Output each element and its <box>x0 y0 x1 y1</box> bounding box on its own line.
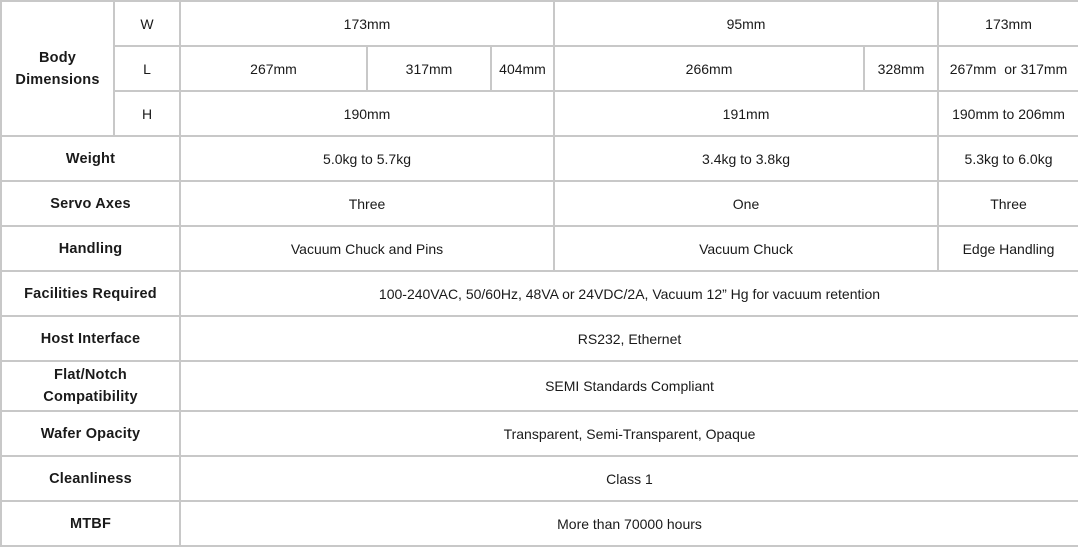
row-servo-axes <box>1 181 1078 226</box>
host-interface-value: RS232, Ethernet <box>180 316 1078 361</box>
width-label: W <box>114 1 180 46</box>
width-value-a: 173mm <box>180 1 554 46</box>
height-value-a: 190mm <box>180 91 554 136</box>
handling-value-b: Vacuum Chuck <box>554 226 938 271</box>
servo-axes-value-a: Three <box>180 181 554 226</box>
length-value-a3: 404mm <box>491 46 554 91</box>
weight-value-b: 3.4kg to 3.8kg <box>554 136 938 181</box>
mtbf-value: More than 70000 hours <box>180 501 1078 546</box>
row-width <box>1 1 1078 46</box>
height-value-c: 190mm to 206mm <box>938 91 1078 136</box>
handling-label: Handling <box>1 226 180 271</box>
length-value-b1: 266mm <box>554 46 864 91</box>
weight-value-c: 5.3kg to 6.0kg <box>938 136 1078 181</box>
facilities-label: Facilities Required <box>1 271 180 316</box>
handling-value-c: Edge Handling <box>938 226 1078 271</box>
mtbf-label: MTBF <box>1 501 180 546</box>
flat-notch-value: SEMI Standards Compliant <box>180 361 1078 411</box>
length-label: L <box>114 46 180 91</box>
row-mtbf <box>1 501 1078 546</box>
height-value-b: 191mm <box>554 91 938 136</box>
cleanliness-label: Cleanliness <box>1 456 180 501</box>
row-length <box>1 46 1078 91</box>
length-value-b2: 328mm <box>864 46 938 91</box>
wafer-opacity-label: Wafer Opacity <box>1 411 180 456</box>
width-value-b: 95mm <box>554 1 938 46</box>
weight-value-a: 5.0kg to 5.7kg <box>180 136 554 181</box>
facilities-value: 100-240VAC, 50/60Hz, 48VA or 24VDC/2A, Vacuum 12” Hg for vacuum retention <box>180 271 1078 316</box>
row-facilities <box>1 271 1078 316</box>
cleanliness-value: Class 1 <box>180 456 1078 501</box>
row-flat-notch <box>1 361 1078 411</box>
flat-notch-label: Flat/Notch Compatibility <box>1 361 180 411</box>
row-host-interface <box>1 316 1078 361</box>
row-weight <box>1 136 1078 181</box>
length-value-c: 267mm or 317mm <box>938 46 1078 91</box>
height-label: H <box>114 91 180 136</box>
row-handling <box>1 226 1078 271</box>
host-interface-label: Host Interface <box>1 316 180 361</box>
row-wafer-opacity <box>1 411 1078 456</box>
length-value-a1: 267mm <box>180 46 367 91</box>
width-value-c: 173mm <box>938 1 1078 46</box>
row-height <box>1 91 1078 136</box>
body-dimensions-label: Body Dimensions <box>1 1 114 136</box>
row-cleanliness <box>1 456 1078 501</box>
wafer-opacity-value: Transparent, Semi-Transparent, Opaque <box>180 411 1078 456</box>
servo-axes-value-c: Three <box>938 181 1078 226</box>
servo-axes-value-b: One <box>554 181 938 226</box>
weight-label: Weight <box>1 136 180 181</box>
length-value-a2: 317mm <box>367 46 491 91</box>
handling-value-a: Vacuum Chuck and Pins <box>180 226 554 271</box>
servo-axes-label: Servo Axes <box>1 181 180 226</box>
